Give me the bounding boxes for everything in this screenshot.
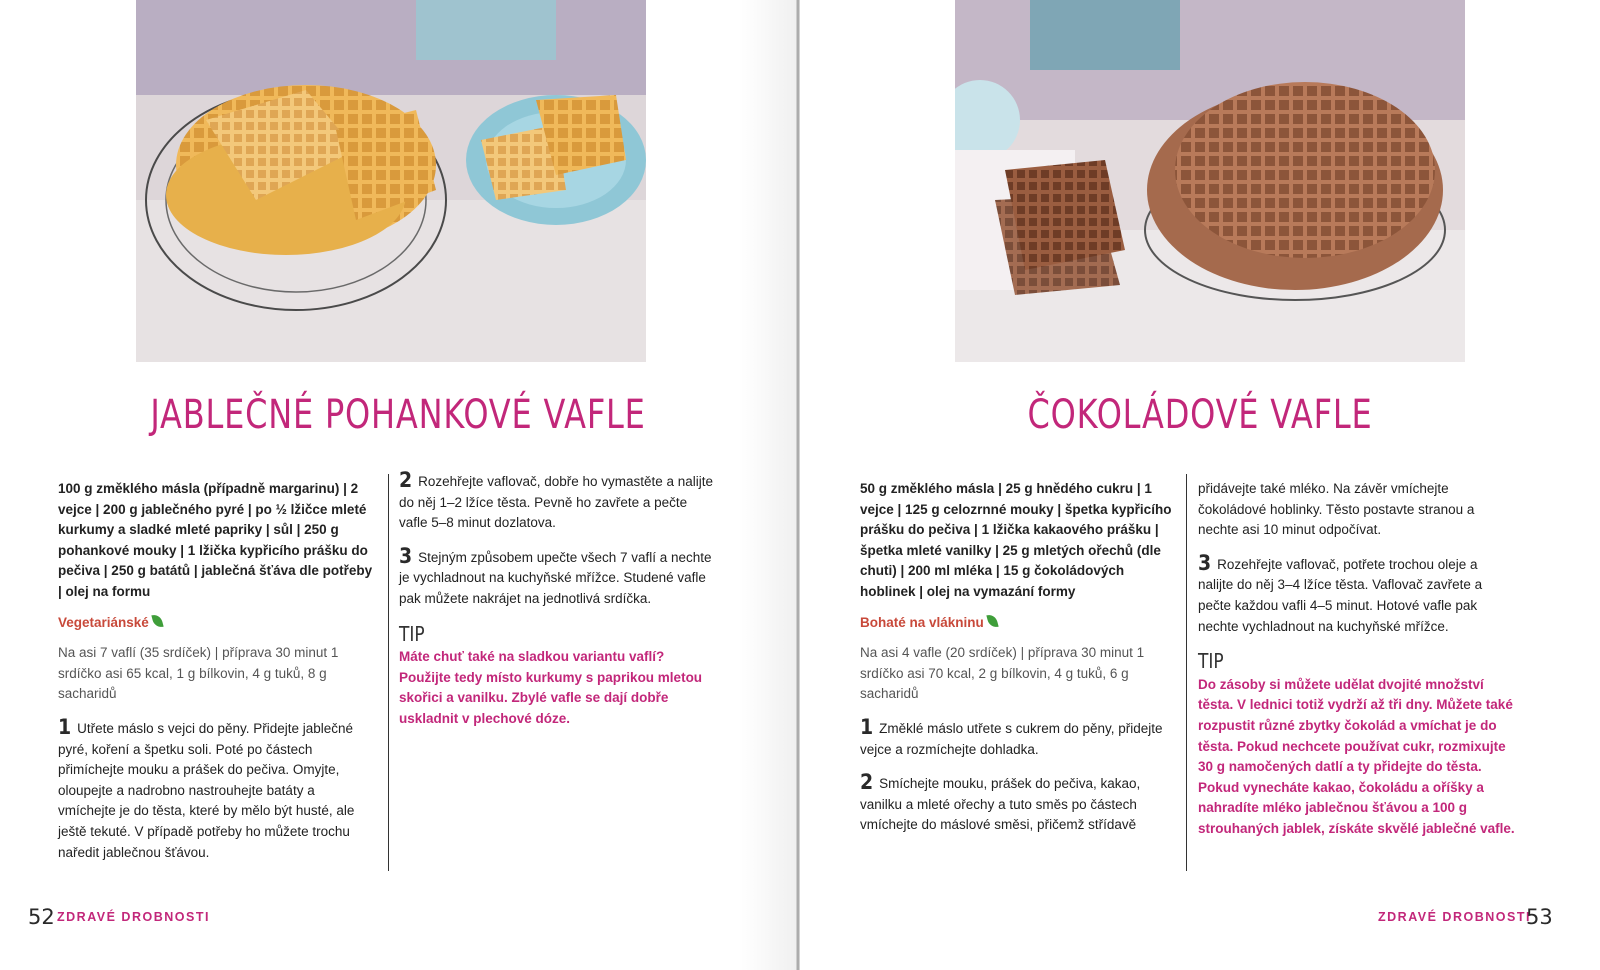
diet-tag-label: Bohaté na vlákninu <box>860 614 984 630</box>
step-number: 2 <box>860 770 874 795</box>
nutrition-info: Na asi 7 vaflí (35 srdíček) | příprava 30 minut 1 srdíčko asi 65 kcal, 1 g bílkovin, 4 g tuků, 8 g sacharidů <box>58 645 339 702</box>
column-divider <box>1186 474 1187 871</box>
left-page <box>0 0 796 970</box>
step-text: Změklé máslo utřete s cukrem do pěny, přidejte vejce a rozmíchejte dohladka. <box>860 720 1163 757</box>
step-number: 3 <box>1198 550 1212 575</box>
ingredients-list: 50 g změklého másla | 25 g hnědého cukru | 1 vejce | 125 g celozrnné mouky | špetka kypřicího prášku do pečiva | 1 lžička kakaového prášku | špetka mleté vanilky | 25 g mletých ořechů (dle chuti) | 200 ml mléka | 15 g čokoládových hoblinek | olej na vymazání formy <box>860 481 1172 599</box>
step-2 <box>860 772 1178 836</box>
step-number: 2 <box>399 468 413 492</box>
steps-column <box>399 470 717 730</box>
step-2-continued: přidávejte také mléko. Na závěr vmíchejte čokoládové hoblinky. Těsto postavte stranou a nechte asi 10 minut odpočívat. <box>1198 481 1475 538</box>
tip-heading: TIP <box>1198 649 1224 674</box>
recipe-title: ČOKOLÁDOVÉ VAFLE <box>1027 392 1373 438</box>
step-text: Smíchejte mouku, prášek do pečiva, kakao, vanilku a mleté ořechy a tuto směs po částech vmíchejte do máslové směsi, přičemž střídavě <box>860 776 1141 833</box>
tip-text: Máte chuť také na sladkou variantu vaflí? Použijte tedy místo kurkumy s paprikou mletou skořici a vanilku. Zbylé vafle se dají dobře uskladnit v plechové dóze. <box>399 649 703 726</box>
diet-tag-label: Vegetariánské <box>58 614 149 630</box>
leaf-icon <box>986 613 998 629</box>
step-1 <box>58 714 376 863</box>
diet-tag <box>58 613 376 634</box>
step-text: Rozehřejte vaflovač, dobře ho vymastěte a nalijte do něj 1–2 lžíce těsta. Pevně ho zavřete a pečte vafle 5–8 minut dozlatova. <box>399 474 714 531</box>
running-footer: ZDRAVÉ DROBNOSTI <box>1378 910 1531 924</box>
photo-chocolate-waffles <box>955 0 1465 362</box>
recipe-title: JABLEČNÉ POHANKOVÉ VAFLE <box>150 392 646 438</box>
tip-text: Do zásoby si můžete udělat dvojité množství těsta. V lednici totiž vydrží až tři dny. Můžete také rozpustit různé zbytky čokolád a vmíchat je do těsta. Pokud nechcete používat cukr, rozmixujte 30 g namočených datlí a ty přidejte do těsta. Pokud vynecháte kakao, čokoládu a oříšky a nahradíte mléko jablečnou šťávou a 100 g strouhaných jablek, získáte skvělé jablečné vafle. <box>1198 676 1515 836</box>
nutrition-info: Na asi 4 vafle (20 srdíček) | příprava 30 minut 1 srdíčko asi 70 kcal, 2 g bílkovin, 4 g tuků, 6 g sacharidů <box>860 645 1145 702</box>
ingredients-column <box>860 479 1178 836</box>
diet-tag <box>860 613 1178 634</box>
page-curl-shadow <box>740 0 796 970</box>
ingredients-list: 100 g změklého másla (případně margarinu) | 2 vejce | 200 g jablečného pyré | po ½ lžičce mleté kurkumy a sladké mleté papriky | sůl | 250 g pohankové mouky | 1 lžička kypřicího prášku do pečiva | 250 g batátů | jablečná šťáva dle potřeby | olej na formu <box>58 481 373 599</box>
waffles-photo-right <box>955 0 1465 362</box>
step-2 <box>399 470 717 534</box>
step-3 <box>399 543 717 610</box>
ingredients-column <box>58 479 376 863</box>
step-number: 1 <box>58 714 72 739</box>
tip-heading: TIP <box>399 621 425 646</box>
waffles-photo-left <box>136 0 646 362</box>
page-number: 52 <box>28 905 55 929</box>
steps-column <box>1198 479 1516 840</box>
step-text: Stejným způsobem upečte všech 7 vaflí a nechte je vychladnout na kuchyňské mřížce. Studené vafle pak můžete nakrájet na jednotlivá srdíčka. <box>399 549 712 606</box>
step-3 <box>1198 550 1516 637</box>
step-text: Utřete máslo s vejci do pěny. Přidejte jablečné pyré, koření a špetku soli. Poté po částech přimíchejte mouku a prášek do pečiva. Omyjte, oloupejte a nadrobno nastrouhejte batáty a vmíchejte je do těsta, které by mělo být husté, ale ještě tekuté. V případě potřeby ho můžete trochu naředit jablečnou šťávou. <box>58 720 355 860</box>
running-footer: ZDRAVÉ DROBNOSTI <box>57 910 210 924</box>
photo-apple-buckwheat-waffles <box>136 0 646 362</box>
column-divider <box>388 474 389 871</box>
step-text: Rozehřejte vaflovač, potřete trochou oleje a nalijte do něj 3–4 lžíce těsta. Vaflovač zavřete a pečte každou vafli 4–5 minut. Hotové vafle pak nechte vychladnout na kuchyňské mřížce. <box>1198 556 1483 634</box>
step-1 <box>860 714 1178 760</box>
leaf-icon <box>151 613 163 629</box>
page-number: 53 <box>1526 905 1553 929</box>
step-number: 3 <box>399 543 413 568</box>
step-number: 1 <box>860 714 874 739</box>
right-page <box>800 0 1600 970</box>
